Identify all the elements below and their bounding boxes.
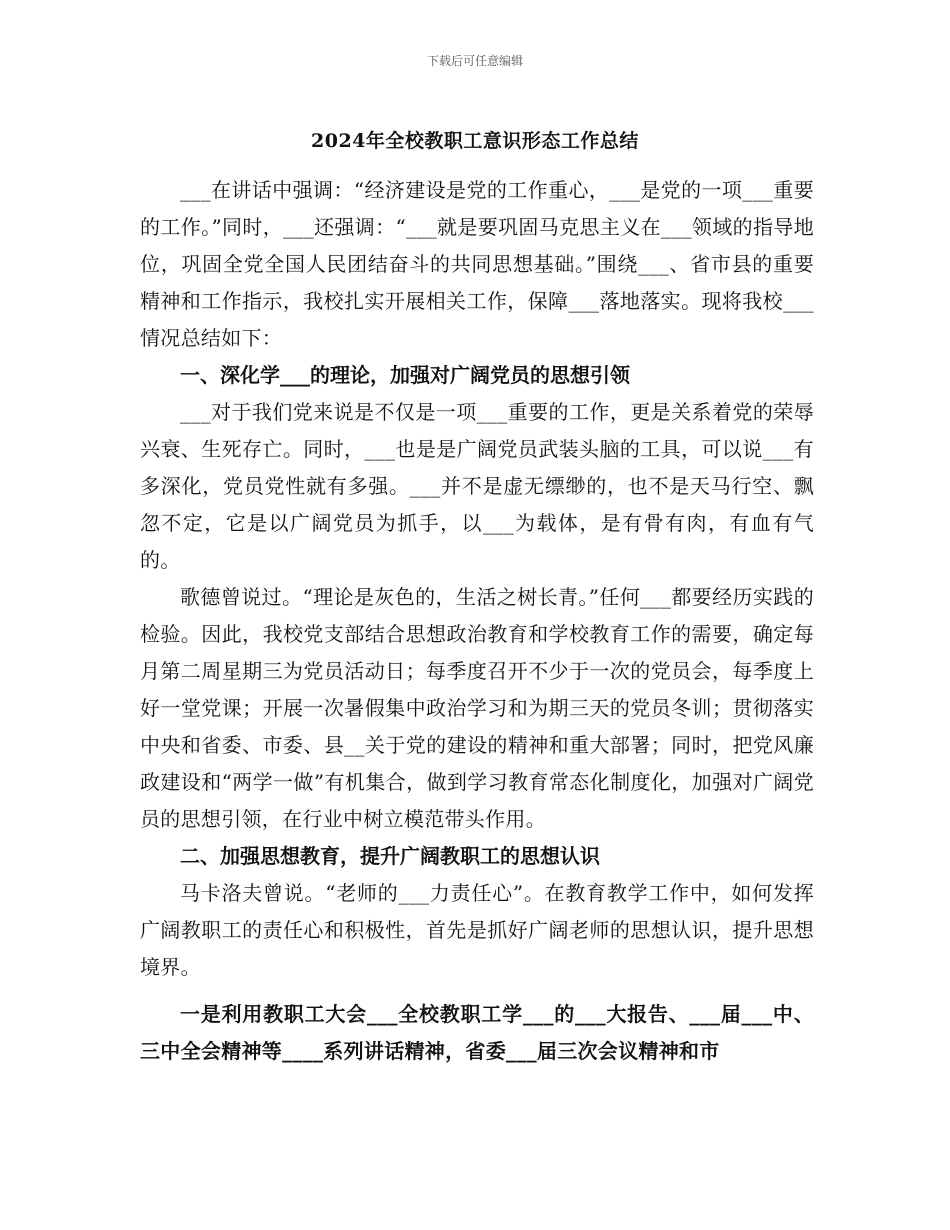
section-1-paragraph-2: 歌德曾说过。“理论是灰色的，生活之树长青。”任何___都要经历实践的检验。因此，我校党支部结合思想政治教育和学校教育工作的需要，确定每月第二周星期三为党员活动日；每季度召开不少于一次的党员会，每季度上好一堂党课；开展一次暑假集中政治学习和为期三天的党员冬训；贯彻落实中央和省委、市委、县__关于党的建设的精神和重大部署；同时，把党风廉政建设和“两学一做”有机集合，做到学习教育常态化制度化，加强对广阔党员的思想引领，在行业中树立模范带头作用。 [140, 585, 814, 831]
section-1-paragraph-1: ___对于我们党来说是不仅是一项___重要的工作，更是关系着党的荣辱兴衰、生死存亡。同时，___也是是广阔党员武装头脑的工具，可以说___有多深化，党员党性就有多强。___并不是虚无缥缈的，也不是天马行空、飘忽不定，它是以广阔党员为抓手，以___为载体，是有骨有肉，有血有气的。 [140, 400, 814, 572]
intro-paragraph: ___在讲话中强调：“经济建设是党的工作重心，___是党的一项___重要的工作。”同时，___还强调：“___就是要巩固马克思主义在___领域的指导地位，巩固全党全国人民团结奋斗的共同思想基础。”围绕___、省市县的重要精神和工作指示，我校扎实开展相关工作，保障___落地落实。现将我校___情况总结如下： [140, 178, 814, 350]
section-1-heading: 一、深化学___的理论，加强对广阔党员的思想引领 [180, 363, 630, 387]
section-2-paragraph-2: 一是利用教职工大会___全校教职工学___的___大报告、___届___中、三中全会精神等____系列讲话精神，省委___届三次会议精神和市 [140, 1002, 814, 1063]
section-2-heading: 二、加强思想教育，提升广阔教职工的思想认识 [180, 844, 600, 868]
document-body [140, 172, 814, 1070]
section-2-paragraph-1: 马卡洛夫曾说。“老师的___力责任心”。在教育教学工作中，如何发挥广阔教职工的责任心和积极性，首先是抓好广阔老师的思想认识，提升思想境界。 [140, 881, 814, 979]
page-header: 下载后可任意编辑 [426, 54, 523, 68]
document-title: 2024年全校教职工意识形态工作总结 [311, 130, 639, 152]
